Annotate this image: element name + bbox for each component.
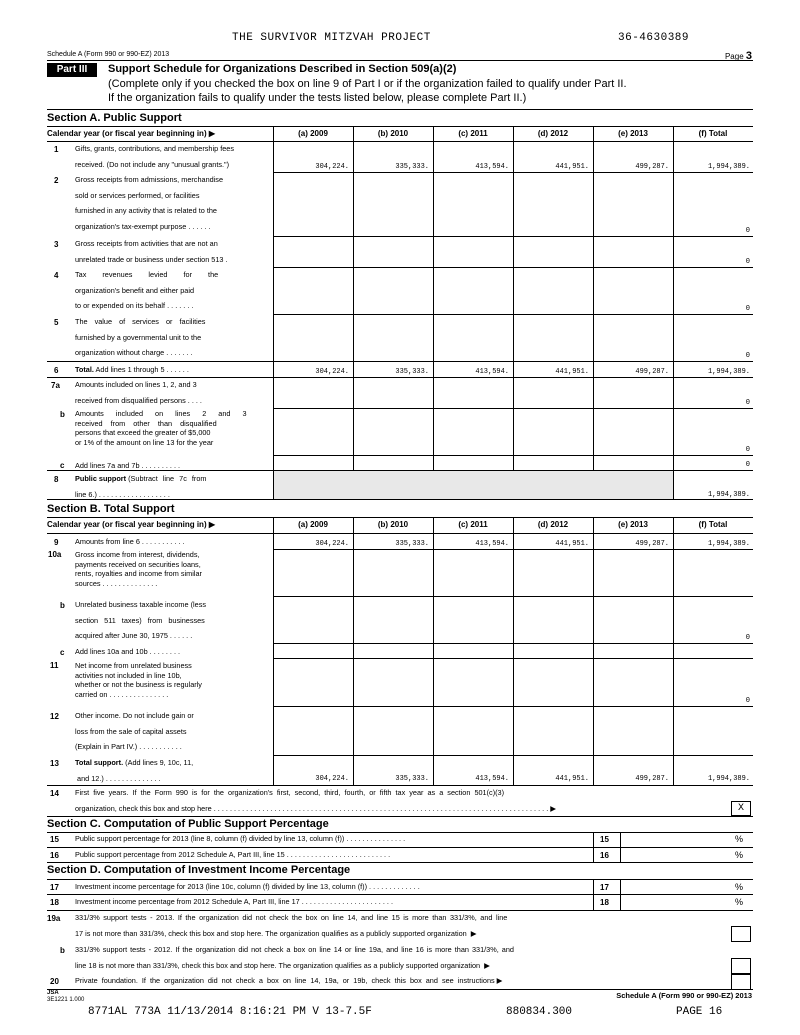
col-header-a-2010: (b) 2010 [377, 129, 409, 138]
line-12-text: Other income. Do not include gain or loss from the sale of capital assets (Explain in Part IV.) . . . . . . . . . . . [75, 711, 194, 752]
line-19a-num: 19a [47, 914, 61, 923]
line-18-pct: % [735, 897, 744, 907]
col-header-b-2009: (a) 2009 [298, 520, 328, 529]
line-1-2009: 304,224. [315, 163, 349, 171]
line-19b-text: 331/3% support tests - 2012. If the organization did not check a box on line 14 or line 19a, and line 16 is more than 331/3%, and line 18 is not more than 331/3%, check this box and stop here. The organization qualifies as a publicly supported organization ▶ [75, 945, 514, 970]
line-7b-total: 0 [745, 446, 750, 454]
line-7c-total: 0 [745, 461, 750, 469]
line-6-text: Total. Add lines 1 through 5 . . . . . . [75, 365, 189, 374]
line-1-2013: 499,287. [635, 163, 669, 171]
line-9-total: 1,994,389. [707, 540, 750, 548]
line-2-total: 0 [745, 227, 750, 235]
line-16-ref: 16 [600, 851, 609, 860]
part-label: Part III [47, 63, 97, 77]
line-14-text: First five years. If the Form 990 is for the organization's first, second, third, fourth, or fifth tax year as a section 501(c)(3) organization, check this box and stop here . . . . . . . . . . . . . . . . . . . . . . . . . . . . . . . . . . . . . . . . . . . . . . . . . . . . . . . . . . . . . . . . . . . . . . . . . . . . . . . . . . . ▶ [75, 788, 556, 813]
line-8-text: Public support (Subtract line 7c from line 6.) . . . . . . . . . . . . . . . . . . [75, 474, 207, 499]
line-8-num: 8 [54, 475, 59, 484]
line-2-num: 2 [54, 176, 59, 185]
line-19a-checkbox[interactable] [731, 926, 751, 942]
line-1-2010: 335,333. [395, 163, 429, 171]
line-7b-text: Amounts included on lines 2 and 3 received from other than disqualified persons that exceed the greater of $5,000 or 1% of the amount on line 13 for the year [75, 409, 247, 447]
line-7a-total: 0 [745, 399, 750, 407]
line-4-total: 0 [745, 305, 750, 313]
organization-name: THE SURVIVOR MITZVAH PROJECT [232, 32, 431, 44]
line-16-pct: % [735, 850, 744, 860]
footer-code: 3E1221 1.000 [47, 997, 85, 1003]
line-7c-num: c [60, 461, 65, 470]
line-20-checkbox[interactable] [731, 974, 751, 990]
line-19a-text: 331/3% support tests - 2013. If the organization did not check the box on line 14, and line 15 is more than 331/3%, and line 17 is not more than 331/3%, check this box and stop here. The organization qualifies as a publicly supported organization ▶ [75, 913, 508, 938]
line-17-pct: % [735, 882, 744, 892]
ein: 36-4630389 [618, 32, 690, 44]
line-5-num: 5 [54, 318, 59, 327]
line-4-text: Tax revenues levied for the organization's benefit and either paid to or expended on its behalf . . . . . . . [75, 270, 219, 311]
calendar-year-label-a: Calendar year (or fiscal year beginning in) ▶ [47, 129, 215, 138]
line-10c-text: Add lines 10a and 10b . . . . . . . . [75, 647, 181, 656]
line-20-num: 20 [50, 977, 59, 986]
line-17-num: 17 [50, 883, 59, 892]
line-11-total: 0 [745, 697, 750, 705]
line-13-2011: 413,594. [475, 775, 509, 783]
line-10a-num: 10a [48, 550, 62, 559]
footer-jsa: JSA [47, 990, 59, 996]
line-11-text: Net income from unrelated business activities not included in line 10b, whether or not the business is regularly carried on . . . . . . . . . . . . . . . [75, 661, 202, 699]
line-3-total: 0 [745, 258, 750, 266]
col-header-a-2009: (a) 2009 [298, 129, 328, 138]
line-13-total: 1,994,389. [707, 775, 750, 783]
line-19b-checkbox[interactable] [731, 958, 751, 974]
line-13-text: Total support. (Add lines 9, 10c, 11, and 12.) . . . . . . . . . . . . . . [75, 758, 194, 783]
line-13-2010: 335,333. [395, 775, 429, 783]
line-18-num: 18 [50, 898, 59, 907]
line-12-num: 12 [50, 712, 59, 721]
calendar-year-label-b: Calendar year (or fiscal year beginning in) ▶ [47, 520, 215, 529]
line-15-text: Public support percentage for 2013 (line 8, column (f) divided by line 13, column (f)) . . . . . . . . . . . . . . . [75, 834, 406, 843]
footer-page: PAGE 16 [676, 1006, 723, 1018]
line-13-2013: 499,287. [635, 775, 669, 783]
footer-return-id: 880834.300 [506, 1006, 573, 1018]
line-10b-total: 0 [745, 634, 750, 642]
col-header-b-2011: (c) 2011 [458, 520, 488, 529]
col-header-a-2013: (e) 2013 [618, 129, 648, 138]
line-6-2009: 304,224. [315, 368, 349, 376]
line-6-2012: 441,951. [555, 368, 589, 376]
line-9-num: 9 [54, 538, 59, 547]
line-3-text: Gross receipts from activities that are not an unrelated trade or business under section 513 . [75, 239, 228, 264]
footer-print-info: 8771AL 773A 11/13/2014 8:16:21 PM V 13-7.5F [88, 1006, 372, 1018]
line-6-2013: 499,287. [635, 368, 669, 376]
line-11-num: 11 [50, 661, 59, 670]
line-7a-text: Amounts included on lines 1, 2, and 3 received from disqualified persons . . . . [75, 380, 202, 405]
col-header-a-2012: (d) 2012 [537, 129, 569, 138]
line-4-num: 4 [54, 271, 59, 280]
line-18-ref: 18 [600, 898, 609, 907]
section-c-title: Section C. Computation of Public Support Percentage [47, 818, 329, 830]
col-header-b-2013: (e) 2013 [618, 520, 648, 529]
col-header-a-2011: (c) 2011 [458, 129, 488, 138]
line-6-2011: 413,594. [475, 368, 509, 376]
line-2-text: Gross receipts from admissions, merchandise sold or services performed, or facilities furnished in any activity that is related to the organization's tax-exempt purpose . . . . . . [75, 175, 224, 232]
col-header-b-total: (f) Total [698, 520, 728, 529]
section-b-title: Section B. Total Support [47, 503, 175, 515]
line-6-2010: 335,333. [395, 368, 429, 376]
line-15-pct: % [735, 834, 744, 844]
line-17-text: Investment income percentage for 2013 (line 10c, column (f) divided by line 13, column (f)) . . . . . . . . . . . . . [75, 882, 420, 891]
line-6-total: 1,994,389. [707, 368, 750, 376]
line-15-ref: 15 [600, 835, 609, 844]
line-1-2011: 413,594. [475, 163, 509, 171]
line-9-text: Amounts from line 6 . . . . . . . . . . . [75, 537, 185, 546]
section-d-title: Section D. Computation of Investment Income Percentage [47, 864, 351, 876]
col-header-b-2010: (b) 2010 [377, 520, 409, 529]
line-5-total: 0 [745, 352, 750, 360]
line-9-2009: 304,224. [315, 540, 349, 548]
line-7b-num: b [60, 410, 65, 419]
line-13-num: 13 [50, 759, 59, 768]
part-subtitle-2: If the organization fails to qualify under the tests listed below, please complete Part II.) [108, 92, 527, 104]
line-13-2009: 304,224. [315, 775, 349, 783]
col-header-b-2012: (d) 2012 [537, 520, 569, 529]
line-17-ref: 17 [600, 883, 609, 892]
part-title: Support Schedule for Organizations Described in Section 509(a)(2) [108, 63, 457, 75]
line-1-num: 1 [54, 145, 59, 154]
line-5-text: The value of services or facilities furnished by a governmental unit to the organization without charge . . . . . . . [75, 317, 206, 358]
line-1-total: 1,994,389. [707, 163, 750, 171]
line-10c-num: c [60, 648, 65, 657]
form-name: Schedule A (Form 990 or 990-EZ) 2013 [47, 51, 170, 58]
page-number: Page 3 [724, 50, 752, 62]
part-subtitle-1: (Complete only if you checked the box on line 9 of Part I or if the organization failed to qualify under Part II. [108, 78, 627, 90]
line-9-2010: 335,333. [395, 540, 429, 548]
line-18-text: Investment income percentage from 2012 Schedule A, Part III, line 17 . . . . . . . . . . . . . . . . . . . . . . . [75, 897, 393, 906]
line-9-2011: 413,594. [475, 540, 509, 548]
line-10b-text: Unrelated business taxable income (less section 511 taxes) from businesses acquired after June 30, 1975 . . . . . . [75, 600, 207, 641]
line-8-total: 1,994,389. [707, 491, 750, 499]
line-13-2012: 441,951. [555, 775, 589, 783]
line-7c-text: Add lines 7a and 7b . . . . . . . . . . [75, 461, 181, 470]
line-7a-num: 7a [51, 381, 60, 390]
line-3-num: 3 [54, 240, 59, 249]
line-1-text: Gifts, grants, contributions, and membership fees received. (Do not include any "unusual grants.") [75, 144, 234, 169]
line-6-num: 6 [54, 366, 59, 375]
footer-form: Schedule A (Form 990 or 990-EZ) 2013 [616, 991, 752, 1000]
line-9-2012: 441,951. [555, 540, 589, 548]
line-1-2012: 441,951. [555, 163, 589, 171]
line-14-num: 14 [50, 789, 59, 798]
line-14-checkbox[interactable]: X [731, 801, 751, 816]
line-19b-num: b [60, 946, 65, 955]
line-10b-num: b [60, 601, 65, 610]
line-10a-text: Gross income from interest, dividends, payments received on securities loans, rents, royalties and income from similar sources . . . . . . . . . . . . . . [75, 550, 202, 588]
line-16-text: Public support percentage from 2012 Schedule A, Part III, line 15 . . . . . . . . . . . . . . . . . . . . . . . . . . [75, 850, 391, 859]
line-20-text: Private foundation. If the organization did not check a box on line 14, 19a, or 19b, check this box and see instructions ▶ [75, 976, 503, 985]
section-a-title: Section A. Public Support [47, 112, 182, 124]
line-16-num: 16 [50, 851, 59, 860]
col-header-a-total: (f) Total [698, 129, 728, 138]
line-9-2013: 499,287. [635, 540, 669, 548]
line-15-num: 15 [50, 835, 59, 844]
